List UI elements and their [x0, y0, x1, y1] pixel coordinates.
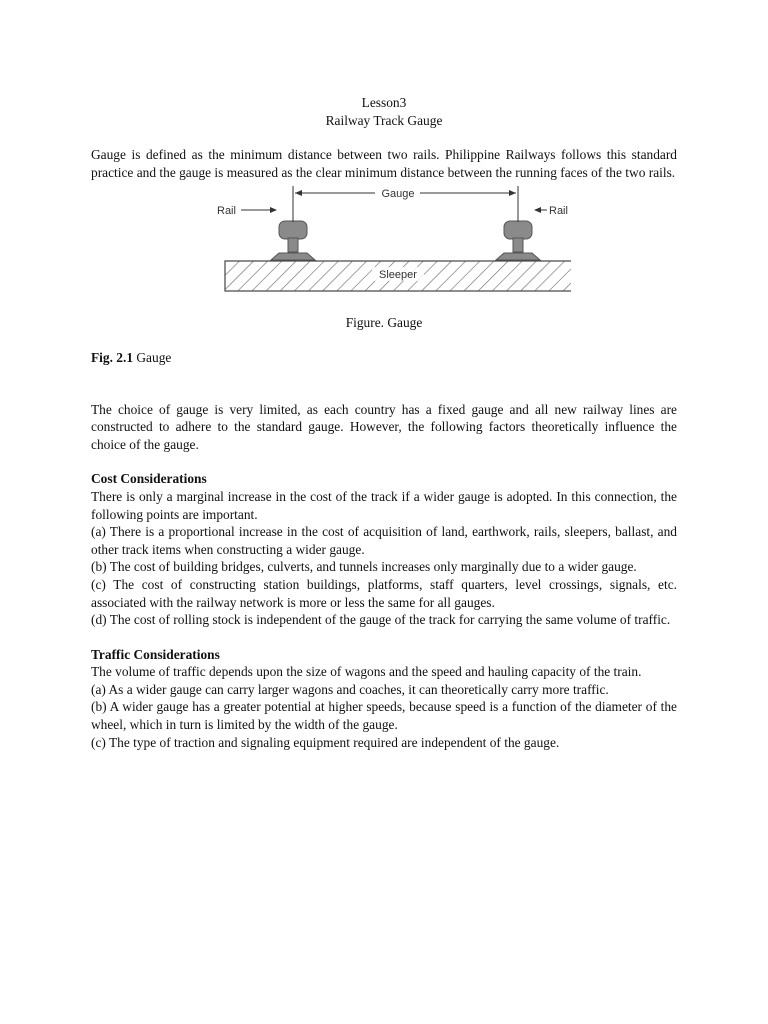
cost-item: (d) The cost of rolling stock is independent of the gauge of the track for carrying the same volume of traffic.: [91, 612, 671, 628]
traffic-item: (b) A wider gauge has a greater potential at higher speeds, because speed is a function of the diameter of the wheel, which in turn is limited by the width of the gauge.: [91, 699, 677, 733]
figure-number: Fig. 2.1: [91, 349, 134, 365]
cost-section: [91, 470, 677, 628]
choice-paragraph: The choice of gauge is very limited, as each country has a fixed gauge and all new railway lines are constructed to adhere to the standard gauge. However, the following factors theoretically influence the choice of the gauge.: [91, 401, 677, 452]
traffic-item: (c) The type of traction and signaling equipment required are independent of the gauge.: [91, 734, 560, 750]
figure-number-label: [91, 349, 677, 367]
right-rail-shape: [496, 221, 540, 260]
left-rail-shape: [271, 221, 315, 260]
rail-left-label: Rail: [217, 205, 236, 218]
traffic-section: [91, 646, 677, 752]
document-page: [91, 94, 677, 768]
gauge-diagram: [217, 184, 571, 294]
sleeper-label: Sleeper: [379, 269, 417, 282]
title-block: [91, 94, 677, 129]
rail-right-label: Rail: [549, 205, 568, 218]
page-title: Railway Track Gauge: [325, 112, 443, 128]
cost-heading: Cost Considerations: [91, 471, 207, 487]
cost-item: (b) The cost of building bridges, culverts, and tunnels increases only marginally due to a wider gauge.: [91, 559, 637, 575]
cost-intro: There is only a marginal increase in the cost of the track if a wider gauge is adopted. In this connection, the following points are important.: [91, 488, 677, 522]
traffic-item: (a) As a wider gauge can carry larger wagons and coaches, it can theoretically carry more traffic.: [91, 681, 609, 697]
gauge-figure: [91, 184, 677, 314]
cost-item: (a) There is a proportional increase in the cost of acquisition of land, earthwork, rails, sleepers, ballast, and other track items when constructing a wider gauge.: [91, 524, 677, 557]
cost-item: (c) The cost of constructing station buildings, platforms, staff quarters, level crossings, signals, etc. associated with the railway network is more or less the same for all gauges.: [91, 576, 677, 610]
gauge-label: Gauge: [381, 188, 415, 201]
figure-number-text: Gauge: [133, 349, 172, 365]
traffic-heading: Traffic Considerations: [91, 646, 220, 662]
figure-caption: Figure. Gauge: [345, 315, 423, 331]
lesson-label: Lesson3: [361, 95, 407, 110]
intro-paragraph: Gauge is defined as the minimum distance between two rails. Philippine Railways follows this standard practice and the gauge is measured as the clear minimum distance between the running faces of the two rails.: [91, 147, 677, 180]
traffic-intro: The volume of traffic depends upon the size of wagons and the speed and hauling capacity of the train.: [91, 664, 642, 680]
